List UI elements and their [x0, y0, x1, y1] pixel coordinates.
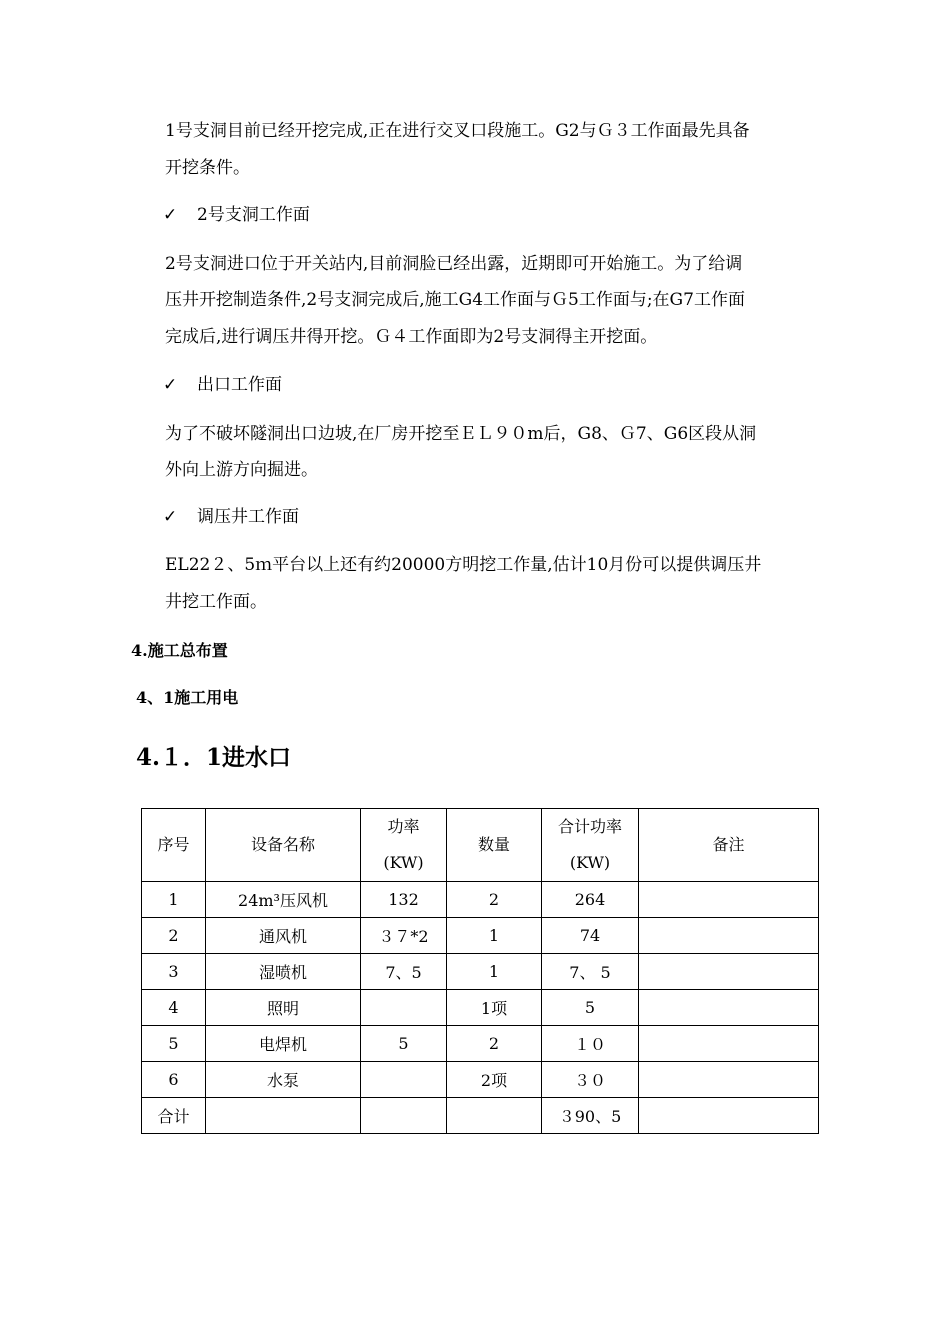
table-cell	[639, 1026, 819, 1062]
table-row	[142, 1062, 819, 1098]
table-cell: ３０	[542, 1062, 639, 1098]
table-row	[142, 1026, 819, 1062]
table-cell: 3	[142, 954, 206, 990]
table-cell: 132	[361, 882, 447, 918]
table-cell	[639, 882, 819, 918]
table-cell: 5	[142, 1026, 206, 1062]
table-cell: 2项	[447, 1062, 542, 1098]
check-icon: ✓	[163, 205, 178, 225]
table-cell: 6	[142, 1062, 206, 1098]
table-cell	[361, 1062, 447, 1098]
bullet-item: 调压井工作面	[197, 507, 299, 527]
subsubsection-heading: 4.１．1进水口	[136, 744, 292, 771]
paragraph-line: EL22２、5ｍ平台以上还有约20000方明挖工作量,估计10月份可以提供调压井	[165, 555, 762, 575]
header-cell: 功率 (KW)	[361, 809, 447, 882]
table-cell	[639, 1062, 819, 1098]
bullet-item: 2号支洞工作面	[197, 205, 310, 225]
table-cell: 水泵	[206, 1062, 361, 1098]
paragraph-line: 压井开挖制造条件,2号支洞完成后,施工G4工作面与Ｇ5工作面与;在G7工作面	[165, 290, 745, 310]
bullet-item: 出口工作面	[197, 375, 282, 395]
table-cell: 7、 5	[542, 954, 639, 990]
paragraph-line: 开挖条件。	[165, 158, 250, 178]
subsection-heading: 4、1施工用电	[136, 688, 239, 707]
table-cell: 1	[447, 954, 542, 990]
header-cell: 序号	[142, 809, 206, 882]
equipment-table	[141, 808, 819, 1134]
table-cell	[206, 1098, 361, 1134]
table-cell: ３７*2	[361, 918, 447, 954]
paragraph-line: 为了不破坏隧洞出口边坡,在厂房开挖至ＥＬ９０m后，G8、Ｇ7、G6区段从洞	[165, 424, 757, 444]
table-cell	[639, 990, 819, 1026]
table-cell: １０	[542, 1026, 639, 1062]
table-cell: 5	[361, 1026, 447, 1062]
paragraph-line: 完成后,进行调压井得开挖。Ｇ４工作面即为2号支洞得主开挖面。	[165, 327, 658, 347]
check-icon: ✓	[163, 507, 178, 527]
header-cell: 合计功率 (KW)	[542, 809, 639, 882]
paragraph-line: 2号支洞进口位于开关站内,目前洞脸已经出露，近期即可开始施工。为了给调	[165, 254, 743, 274]
table-cell: 4	[142, 990, 206, 1026]
table-row	[142, 882, 819, 918]
table-total-row	[142, 1098, 819, 1134]
table-cell: 照明	[206, 990, 361, 1026]
table-cell: 264	[542, 882, 639, 918]
table-cell: 5	[542, 990, 639, 1026]
table-cell: 74	[542, 918, 639, 954]
table-cell: 2	[447, 882, 542, 918]
paragraph-line: 外向上游方向掘进。	[165, 460, 318, 480]
header-cell: 数量	[447, 809, 542, 882]
header-cell: 备注	[639, 809, 819, 882]
table-cell: 1	[447, 918, 542, 954]
table-cell	[361, 990, 447, 1026]
check-icon: ✓	[163, 375, 178, 395]
paragraph-line: 1号支洞目前已经开挖完成,正在进行交叉口段施工。G2与Ｇ３工作面最先具备	[165, 121, 750, 141]
section-heading: 4.施工总布置	[131, 641, 228, 660]
table-row	[142, 990, 819, 1026]
table-row	[142, 954, 819, 990]
table-cell	[639, 954, 819, 990]
table-cell: 2	[447, 1026, 542, 1062]
table-cell: ３90、5	[542, 1098, 639, 1134]
table-cell: 7、5	[361, 954, 447, 990]
table-cell: 24m³压风机	[206, 882, 361, 918]
table-cell: 湿喷机	[206, 954, 361, 990]
table-cell	[639, 918, 819, 954]
table-cell	[361, 1098, 447, 1134]
table-cell: 通风机	[206, 918, 361, 954]
table-cell: 1	[142, 882, 206, 918]
table-cell: 2	[142, 918, 206, 954]
paragraph-line: 井挖工作面。	[165, 592, 267, 612]
table-cell	[447, 1098, 542, 1134]
table-cell	[639, 1098, 819, 1134]
table-cell: 合计	[142, 1098, 206, 1134]
table-row	[142, 918, 819, 954]
table-cell: 1项	[447, 990, 542, 1026]
table-cell: 电焊机	[206, 1026, 361, 1062]
table-header-row	[142, 809, 819, 882]
header-cell: 设备名称	[206, 809, 361, 882]
